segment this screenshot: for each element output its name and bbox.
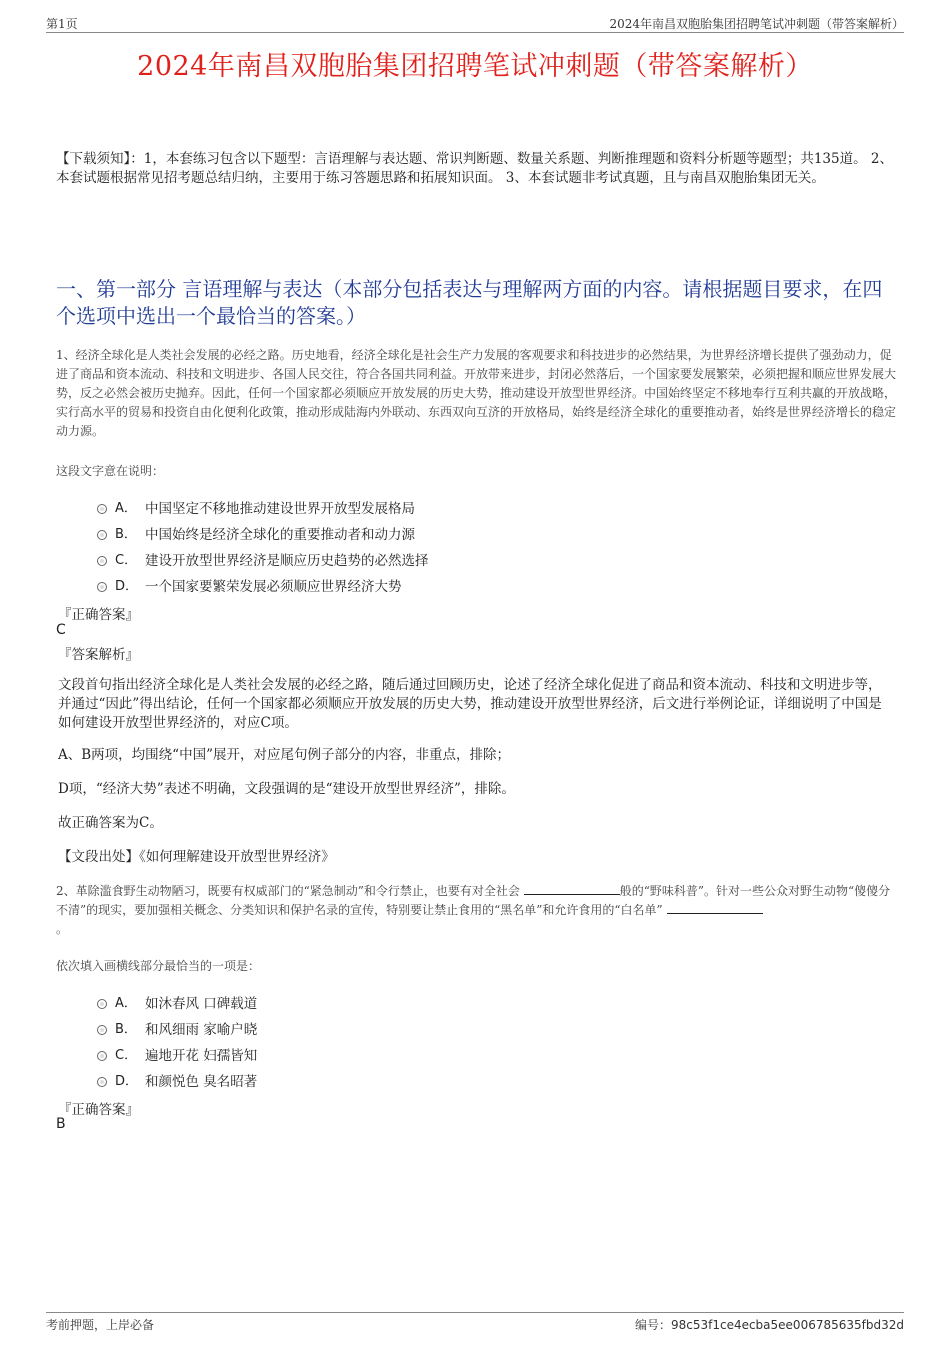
header-doc-title: 2024年南昌双胞胎集团招聘笔试冲刺题（带答案解析） [609,17,904,31]
question-1-answer: C [56,622,66,638]
page-header [46,14,904,33]
question-2-stem: 2、革除滥食野生动物陋习，既要有权威部门的“紧急制动”和令行禁止，也要有对全社会 般的“野味科普”。针对一些公众对野生动物“傻傻分不清”的现实，要加强相关概念、分类知识和保护名录的宣传，特别要让禁止食用的“黑名单”和允许食用的“白名单” 。 [56,884,891,936]
radio-icon[interactable] [97,999,107,1009]
section-heading: 一、第一部分 言语理解与表达（本部分包括表达与理解两方面的内容。请根据题目要求，在四个选项中选出一个最恰当的答案。） [56,277,883,328]
fill-blank-2 [667,901,763,914]
page-footer [46,1312,904,1335]
question-1-stem: 1、经济全球化是人类社会发展的必经之路。历史地看，经济全球化是社会生产力发展的客观要求和科技进步的必然结果，为世界经济增长提供了强劲动力，促进了商品和资本流动、科技和文明进步、各国人民交往，符合各国共同利益。开放带来进步，封闭必然落后，一个国家要发展繁荣，必须把握和顺应世界发展大势，反之必然会被历史抛弃。因此，任何一个国家都必须顺应开放发展的历史大势，推动建设开放型世界经济。中国始终坚定不移地奉行互利共赢的开放战略，实行高水平的贸易和投资自由化便利化政策，推动形成陆海内外联动、东西双向互济的开放格局，始终是经济全球化的重要推动者，始终是世界经济增长的稳定动力源。 [56,348,897,438]
question-1-answer-label: 『正确答案』 [58,607,139,623]
question-1-prompt: 这段文字意在说明： [56,464,165,478]
radio-icon[interactable] [97,1077,107,1087]
footer-slogan: 考前押题，上岸必备 [46,1318,155,1332]
question-1-analysis-para-2: A、B两项，均围绕“中国”展开，对应尾句例子部分的内容，非重点，排除； [58,747,510,763]
question-1-analysis-para-1: 文段首句指出经济全球化是人类社会发展的必经之路，随后通过回顾历史，论述了经济全球化促进了商品和资本流动、科技和文明进步等，并通过“因此”得出结论，任何一个国家都必须顺应开放发展的历史大势，推动建设开放型世界经济，后文进行举例论证，详细说明了中国是如何建设开放型世界经济的，对应C项。 [58,677,882,731]
radio-icon[interactable] [97,556,107,566]
page-number: 第1页 [46,17,78,31]
question-2-prompt: 依次填入画横线部分最恰当的一项是： [56,959,261,973]
question-1-analysis-para-4: 故正确答案为C。 [58,815,163,831]
radio-icon[interactable] [97,530,107,540]
question-1-analysis-label: 『答案解析』 [58,647,139,663]
radio-icon[interactable] [97,582,107,592]
question-2-answer: B [56,1116,66,1132]
radio-icon[interactable] [97,1051,107,1061]
question-1-analysis-para-3: D项，“经济大势”表述不明确，文段强调的是“建设开放型世界经济”，排除。 [58,781,515,797]
document-id: 编号：98c53f1ce4ecba5ee006785635fbd32d [634,1318,904,1332]
download-notice: 【下载须知】：1，本套练习包含以下题型：言语理解与表达题、常识判断题、数量关系题、判断推理题和资料分析题等题型；共135道。 2、本套试题根据常见招考题总结归纳，主要用于练习答题思路和拓展知识面。 3、本套试题非考试真题，且与南昌双胞胎集团无关。 [56,151,893,186]
document-title: 2024年南昌双胞胎集团招聘笔试冲刺题（带答案解析） [137,51,813,82]
radio-icon[interactable] [97,1025,107,1035]
radio-icon[interactable] [97,504,107,514]
question-1-source: 【文段出处】《如何理解建设开放型世界经济》 [58,849,335,865]
question-2-answer-label: 『正确答案』 [58,1102,139,1118]
fill-blank-1 [524,882,620,895]
